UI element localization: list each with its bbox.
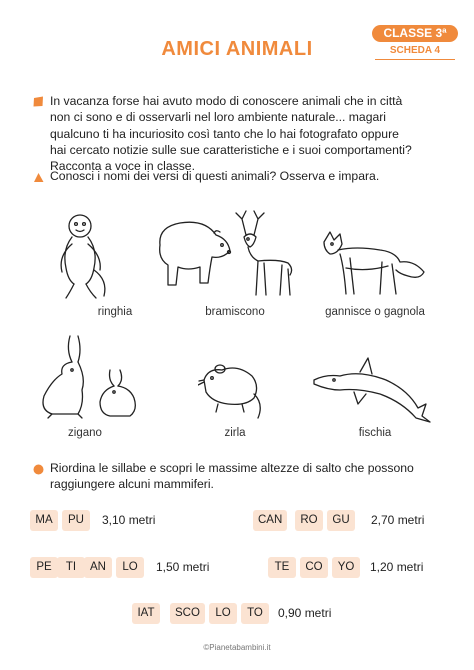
bullet-icon — [33, 464, 44, 475]
copyright-footer: ©Pianetabambini.it — [203, 643, 271, 652]
monkey-drawing-icon — [52, 210, 112, 302]
animal-caption: fischia — [358, 427, 392, 439]
dolphin-drawing-icon — [310, 352, 434, 426]
intro-paragraph — [50, 93, 460, 174]
jump-height: 1,20 metri — [370, 560, 424, 574]
syllable-box: GU — [327, 510, 355, 531]
bear-and-deer-drawing-icon — [150, 205, 298, 300]
intro-line: Racconta a voce in classe. — [50, 159, 195, 174]
syllable-box: CO — [300, 557, 328, 578]
section-2-instruction: Conosci i nomi dei versi di questi animali? Osserva e impara. — [50, 169, 380, 183]
syllable-box: TO — [241, 603, 269, 624]
section-3-line: Riordina le sillabe e scopri le massime altezze di salto che possono — [50, 461, 414, 475]
syllable-box: YO — [332, 557, 360, 578]
syllable-box: SCO — [170, 603, 205, 624]
jump-height: 2,70 metri — [371, 513, 425, 527]
animal-caption: zigano — [68, 427, 102, 439]
section-3-line: raggiungere alcuni mammiferi. — [50, 477, 214, 492]
syllable-box: PE — [30, 557, 58, 578]
bullet-icon — [33, 172, 44, 183]
intro-line: non ci sono e di osservarli nel loro ambiente naturale... magari — [50, 110, 387, 125]
syllable-box: TI — [57, 557, 85, 578]
intro-line: qualcuno ti ha incuriosito così tanto che lo hai fotografato oppure — [50, 126, 399, 141]
syllable-box: CAN — [253, 510, 287, 531]
animal-caption: zirla — [224, 427, 246, 439]
bullet-icon — [33, 96, 44, 107]
syllable-box: AN — [84, 557, 112, 578]
animal-caption: bramiscono — [205, 306, 265, 318]
fox-drawing-icon — [316, 228, 430, 300]
syllable-box: IAT — [132, 603, 160, 624]
rabbits-drawing-icon — [38, 334, 142, 420]
syllable-box: MA — [30, 510, 58, 531]
intro-line: hai cercato notizie sulle sue caratteristiche e i suoi comportamenti? — [50, 142, 412, 157]
syllable-box: PU — [62, 510, 90, 531]
page-title: AMICI ANIMALI — [161, 38, 313, 60]
syllable-box: LO — [116, 557, 144, 578]
sheet-label: SCHEDA 4 — [389, 45, 441, 56]
animal-caption: ringhia — [97, 306, 133, 318]
jump-height: 1,50 metri — [156, 560, 210, 574]
class-badge: CLASSE 3ª — [372, 25, 458, 42]
mouse-drawing-icon — [198, 350, 270, 420]
jump-height: 3,10 metri — [102, 513, 156, 527]
intro-line: In vacanza forse hai avuto modo di conoscere animali che in città — [50, 94, 403, 108]
syllable-box: LO — [209, 603, 237, 624]
jump-height: 0,90 metri — [278, 606, 332, 620]
syllable-box: TE — [268, 557, 296, 578]
animal-caption: gannisce o gagnola — [325, 306, 425, 318]
syllable-box: RO — [295, 510, 323, 531]
section-3-instruction — [50, 460, 460, 493]
